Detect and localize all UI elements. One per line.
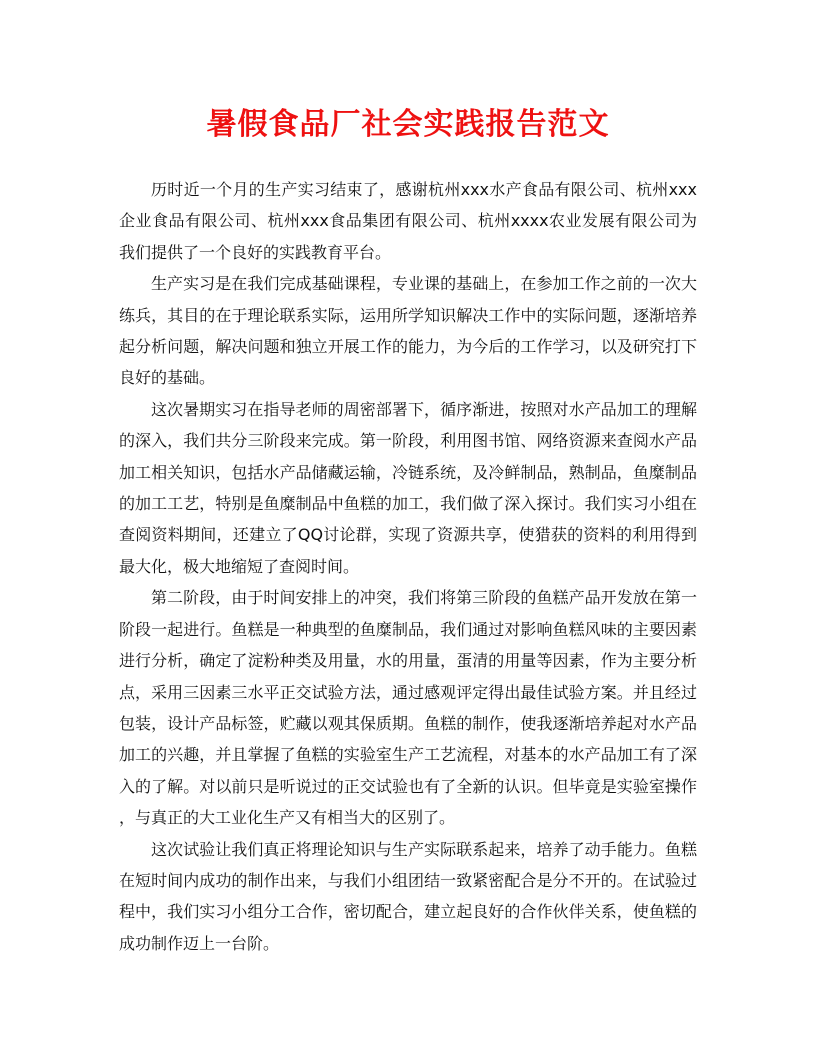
paragraph: 这次试验让我们真正将理论知识与生产实际联系起来，培养了动手能力。鱼糕在短时间内成功的制作出来，与我们小组团结一致紧密配合是分不开的。在试验过程中，我们实习小组分工合作，密切配合，建立起良好的合作伙伴关系，使鱼糕的成功制作迈上一台阶。 [119,839,697,953]
paragraph: 第二阶段，由于时间安排上的冲突，我们将第三阶段的鱼糕产品开发放在第一阶段一起进行。鱼糕是一种典型的鱼糜制品，我们通过对影响鱼糕风味的主要因素进行分析，确定了淀粉种类及用量，水的用量，蛋清的用量等因素，作为主要分析点，采用三因素三水平正交试验方法，通过感观评定得出最佳试验方案。并且经过包装，设计产品标签，贮藏以观其保质期。鱼糕的制作，使我逐渐培养起对水产品加工的兴趣，并且掌握了鱼糕的实验室生产工艺流程，对基本的水产品加工有了深入的了解。对以前只是听说过的正交试验也有了全新的认识。但毕竟是实验室操作，与真正的大工业化生产又有相当大的区别了。 [119,588,697,828]
document-body [119,174,697,959]
paragraph: 这次暑期实习在指导老师的周密部署下，循序渐进，按照对水产品加工的理解的深入，我们共分三阶段来完成。第一阶段，利用图书馆、网络资源来查阅水产品加工相关知识，包括水产品储藏运输，冷链系统，及冷鲜制品，熟制品，鱼糜制品的加工工艺，特别是鱼糜制品中鱼糕的加工，我们做了深入探讨。我们实习小组在查阅资料期间，还建立了QQ讨论群，实现了资源共享，使猎获的资料的利用得到最大化，极大地缩短了查阅时间。 [119,399,697,576]
paragraph: 历时近一个月的生产实习结束了，感谢杭州xxx水产食品有限公司、杭州xxx企业食品有限公司、杭州xxx食品集团有限公司、杭州xxxx农业发展有限公司为我们提供了一个良好的实践教育平台。 [119,180,697,262]
paragraph: 生产实习是在我们完成基础课程，专业课的基础上，在参加工作之前的一次大练兵，其目的在于理论联系实际，运用所学知识解决工作中的实际问题，逐渐培养起分析问题，解决问题和独立开展工作的能力，为今后的工作学习，以及研究打下良好的基础。 [119,274,697,388]
document-title: 暑假食品厂社会实践报告范文 [206,107,610,142]
